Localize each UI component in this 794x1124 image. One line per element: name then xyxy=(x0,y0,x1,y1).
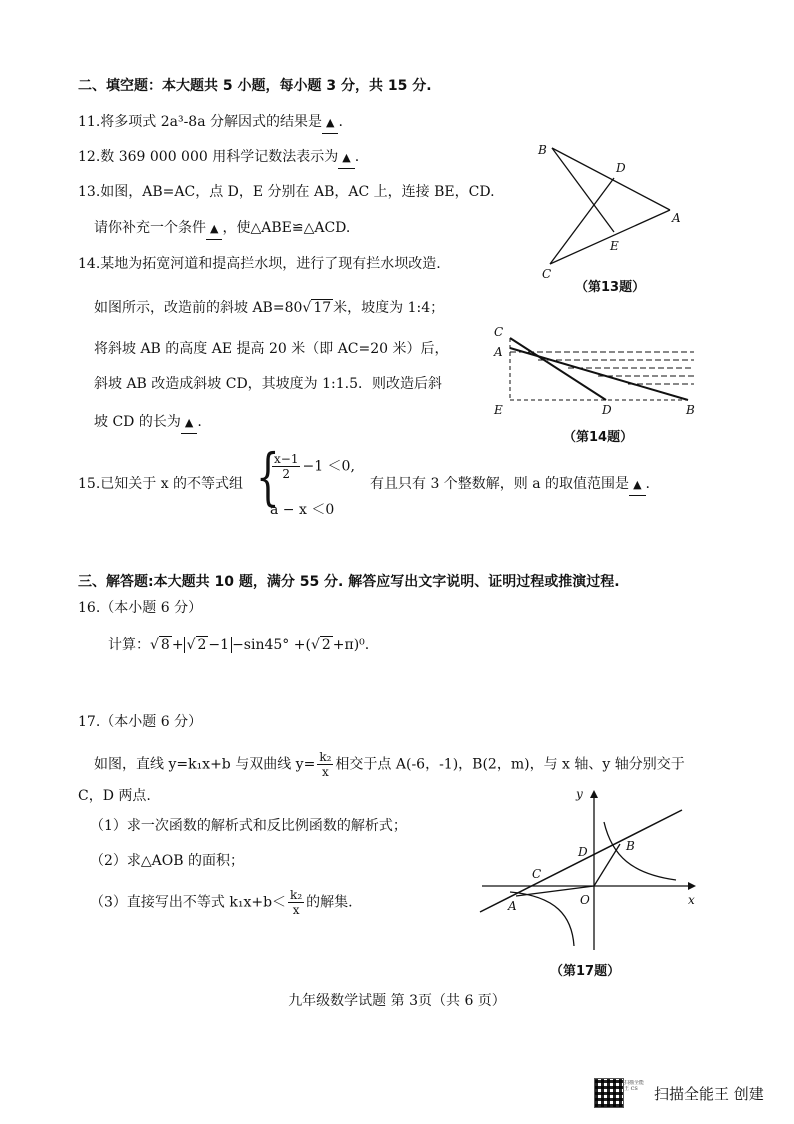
question-14-prompt: 坡 CD 的长为 xyxy=(94,414,181,430)
inequality-1-fraction xyxy=(272,452,300,481)
label-d: D xyxy=(602,403,612,417)
answer-blank-13: ▲ xyxy=(206,219,222,240)
answer-blank-11: ▲ xyxy=(322,113,338,134)
inequality-1-rest: −1 ＜0, xyxy=(302,458,355,475)
k2-numerator-2: k₂ xyxy=(290,888,303,902)
label-d: D xyxy=(616,161,626,175)
absolute-value: √ 2 −1 xyxy=(184,637,232,653)
label-c: C xyxy=(542,267,552,281)
label-b: B xyxy=(626,839,635,853)
figure-17-caption: （第17题） xyxy=(550,964,621,979)
question-12 xyxy=(78,147,359,169)
figure-14-caption: （第14题） xyxy=(563,430,634,445)
question-16-title: 16.（本小题 6 分） xyxy=(78,600,203,616)
plus-sign: + xyxy=(171,637,184,653)
label-y: y xyxy=(576,787,583,801)
label-o: O xyxy=(580,893,590,907)
question-14-line-1: 14.某地为拓宽河道和提高拦水坝，进行了现有拦水坝改造. xyxy=(78,256,441,272)
minus-one: −1 xyxy=(208,637,230,653)
label-a: A xyxy=(508,899,517,913)
question-14-line-3: 将斜坡 AB 的高度 AE 提高 20 米（即 AC=20 米）后， xyxy=(94,341,449,357)
question-17-part-1: （1）求一次函数的解析式和反比例函数的解析式； xyxy=(90,818,407,834)
label-e: E xyxy=(494,403,503,417)
section-3-heading: 三、解答题:本大题共 10 题，满分 55 分. 解答应写出文字说明、证明过程或推演过程. xyxy=(78,574,620,590)
label-c: C xyxy=(494,325,504,339)
pi-term: +π)⁰. xyxy=(332,637,370,653)
section-2-heading: 二、填空题：本大题共 5 小题，每小题 3 分，共 15 分. xyxy=(78,78,432,94)
question-14-slope-ab: 如图所示，改造前的斜坡 AB=80 xyxy=(94,300,303,316)
radicand-2: 2 xyxy=(197,637,207,653)
qr-caption: 扫描全能王 CS xyxy=(624,1080,645,1092)
question-13-condition: ，使△ABE≌△ACD. xyxy=(222,220,351,236)
scanner-watermark: 扫描全能王 创建 xyxy=(654,1085,764,1103)
question-17-part-2: （2）求△AOB 的面积； xyxy=(90,853,244,869)
radicand-8: 8 xyxy=(160,637,170,653)
question-15-condition: 有且只有 3 个整数解，则 a 的取值范围是 xyxy=(370,476,630,492)
answer-blank-14: ▲ xyxy=(181,413,197,434)
intersection-text: 相交于点 A(-6，-1)，B(2，m)，与 x 轴、y 轴分别交于 xyxy=(335,756,685,773)
question-17-title: 17.（本小题 6 分） xyxy=(78,714,203,730)
part-3-end: 的解集. xyxy=(306,894,353,911)
question-14-ratio: 米，坡度为 1:4； xyxy=(333,300,445,316)
question-17-part-3 xyxy=(90,888,353,917)
inequality-2: a − x ＜0 xyxy=(270,502,335,518)
label-c: C xyxy=(532,867,542,881)
part-3-inequality: （3）直接写出不等式 k₁x+b＜ xyxy=(90,894,287,911)
k2-over-x-2 xyxy=(288,888,304,917)
answer-blank-15: ▲ xyxy=(629,475,645,496)
question-15-end: . xyxy=(645,476,650,492)
question-11 xyxy=(78,112,343,134)
label-d: D xyxy=(578,845,588,859)
label-e: E xyxy=(610,239,619,253)
sine-term: −sin45° +( xyxy=(232,637,311,653)
label-a: A xyxy=(672,211,681,225)
k2-numerator: k₂ xyxy=(319,750,332,764)
inequality-1 xyxy=(270,452,355,481)
hyperbola-branch-q3 xyxy=(510,892,574,946)
question-14-line-5 xyxy=(94,412,202,434)
y-axis-arrow xyxy=(590,790,598,798)
question-16-expression: 计算：√ 8 + √ 2 −1 −sin45° +(√ 2 +π)⁰. xyxy=(108,637,370,653)
segment-cd xyxy=(550,178,614,264)
label-x: x xyxy=(688,893,695,907)
label-b: B xyxy=(686,403,695,417)
line-hyperbola-text: 如图，直线 y=k₁x+b 与双曲线 y= xyxy=(94,756,316,773)
sqrt-17-value: 17 xyxy=(313,300,332,316)
segment-ca xyxy=(550,210,670,264)
inequality-1-numerator: x−1 xyxy=(274,452,299,466)
page-footer: 九年级数学试题 第 3页（共 6 页） xyxy=(288,993,506,1009)
x-denominator-2: x xyxy=(292,903,300,917)
label-b: B xyxy=(538,143,547,157)
question-11-end: . xyxy=(338,114,343,130)
question-13-prompt: 请你补充一个条件 xyxy=(94,220,206,236)
figure-13-caption: （第13题） xyxy=(575,280,646,295)
question-13-line-2 xyxy=(94,218,350,240)
system-brace: { xyxy=(256,440,280,513)
question-14-line-2 xyxy=(94,298,444,318)
slope-ab xyxy=(510,348,688,400)
question-12-end: . xyxy=(354,149,360,165)
label-a: A xyxy=(494,345,503,359)
figure-14-diagram xyxy=(488,318,700,420)
question-17-line-2: C，D 两点. xyxy=(78,788,151,804)
k2-over-x xyxy=(317,750,333,779)
question-15-suffix xyxy=(370,474,650,496)
radicand-2b: 2 xyxy=(321,637,331,653)
question-15-prefix: 15.已知关于 x 的不等式组 xyxy=(78,476,244,492)
calc-label: 计算： xyxy=(108,637,150,653)
inequality-1-denominator: 2 xyxy=(282,467,291,481)
question-14-end: . xyxy=(197,414,202,430)
figure-17-coordinate-plane xyxy=(476,786,700,952)
figure-13-diagram xyxy=(530,138,690,288)
slope-cd xyxy=(510,338,606,400)
sqrt-sign: √ xyxy=(302,300,312,316)
question-11-text: 11.将多项式 2a³-8a 分解因式的结果是 xyxy=(78,114,323,130)
question-13-line-1: 13.如图，AB=AC，点 D，E 分别在 AB，AC 上，连接 BE，CD. xyxy=(78,184,495,200)
qr-code-icon xyxy=(594,1078,624,1108)
question-17-line-1 xyxy=(94,750,685,779)
segment-ba xyxy=(552,148,670,210)
x-denominator: x xyxy=(321,765,329,779)
x-axis-arrow xyxy=(688,882,696,890)
question-14-line-4: 斜坡 AB 改造成斜坡 CD，其坡度为 1:1.5．则改造后斜 xyxy=(94,376,443,392)
answer-blank-12: ▲ xyxy=(338,148,354,169)
segment-ob xyxy=(594,844,620,886)
question-12-text: 12.数 369 000 000 用科学记数法表示为 xyxy=(78,149,339,165)
